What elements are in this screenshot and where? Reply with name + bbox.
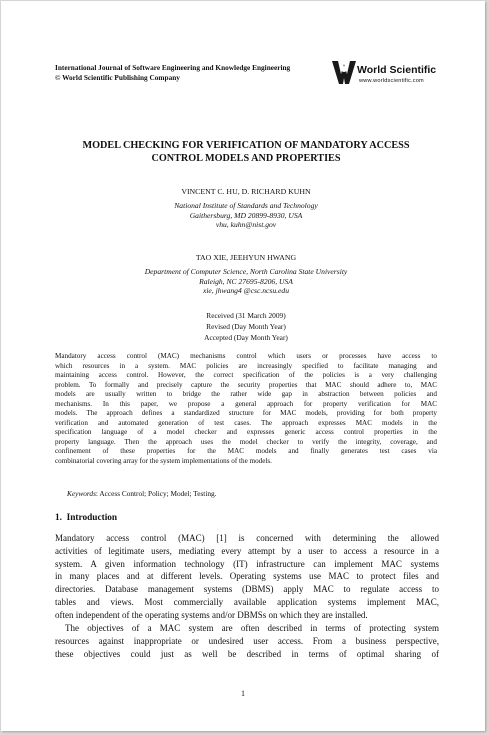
logo-name: World Scientific: [357, 64, 437, 76]
abstract-line: property language. Then the approach uses the model checker to verify the integrity, coverage, and: [55, 437, 437, 446]
abstract-line: problem. To formally and precisely capture the security properties that MAC should adhere to, MAC: [55, 380, 437, 389]
body-line: The objectives of a MAC system are often described in terms of protecting system: [65, 623, 439, 633]
copyright-line: © World Scientific Publishing Company: [55, 72, 180, 82]
page-number: 1: [241, 689, 245, 698]
logo-url: www.worldscientific.com: [359, 78, 424, 84]
intro-paragraph-2: [55, 622, 439, 660]
abstract-line: specification language of a model checker and expresses generic access control properties in the: [55, 428, 437, 436]
paper-page: [1, 1, 485, 731]
publisher-logo: [331, 58, 441, 96]
abstract-line: combinatorial covering array for the system implementations of the models.: [55, 456, 272, 465]
abstract-line: which resources in a system. MAC policies are increasingly specified to facilitate managing and: [55, 361, 437, 370]
affiliation-1-email: vhu, kuhn@nist.gov: [215, 220, 277, 230]
abstract-line: mechanisms. In this paper, we propose a general approach for property verification for MAC: [55, 399, 437, 408]
abstract: [55, 352, 437, 466]
title-line-2: CONTROL MODELS AND PROPERTIES: [151, 153, 341, 164]
section-number: 1.: [55, 513, 62, 523]
affiliation-1-name: National Institute of Standards and Technology: [174, 201, 318, 210]
abstract-line: models. The approach defines a standardized structure for MAC models, providing for both property: [55, 409, 437, 417]
body-line: resources against inappropriate or undesired user access. From a business perspective,: [55, 635, 439, 646]
journal-name: International Journal of Software Engineering and Knowledge Engineering: [55, 63, 291, 72]
submission-dates: [61, 310, 431, 343]
body-line: activities of legitimate users, mediating every attempt by a user to access a resource in a: [55, 545, 439, 556]
section-heading: [55, 513, 117, 523]
intro-paragraph-1: [55, 532, 439, 622]
abstract-line: confinement of these properties for the MAC models and finally generates test cases via: [55, 447, 437, 455]
keywords: [67, 489, 437, 498]
received-date: Received (31 March 2009): [206, 311, 286, 320]
body-line: directories. Database management systems (DBMS) apply MAC to regulate access to: [55, 584, 439, 595]
affiliation-2: [61, 267, 431, 296]
body-line: tables and views. Most commercially available application systems implement MAC,: [55, 596, 439, 607]
body-line: in many places and at different levels. Operating systems use MAC to protect files and: [55, 571, 439, 582]
accepted-date: Accepted (Day Month Year): [204, 333, 288, 342]
title-line-1: MODEL CHECKING FOR VERIFICATION OF MANDATORY ACCESS: [82, 140, 410, 151]
abstract-line: maintaining access control. However, the correct specification of the policies is a very challenging: [55, 371, 437, 379]
abstract-line: verification and automated generation of test cases. The approach expresses MAC models in the: [55, 418, 437, 427]
affiliation-1: [61, 201, 431, 230]
body-line: system. A given information technology (IT) infrastructure can implement MAC systems: [55, 558, 439, 569]
author-names-1: VINCENT C. HU, D. RICHARD KUHN: [181, 187, 311, 196]
author-names-2: TAO XIE, JEEHYUN HWANG: [195, 253, 297, 262]
body-line: these objectives could just as well be described in terms of optimal sharing of: [55, 648, 439, 659]
abstract-line: Mandatory access control (MAC) mechanisms control which users or processes have access to: [55, 352, 437, 360]
keywords-text: : Access Control; Policy; Model; Testing.: [95, 489, 217, 498]
keywords-label: Keywords: [67, 489, 96, 498]
journal-header: [55, 63, 335, 82]
affiliation-1-address: Gaithersburg, MD 20899-8930, USA: [189, 210, 303, 220]
world-scientific-logo-icon: [331, 58, 357, 86]
section-title: Introduction: [66, 513, 118, 523]
affiliation-2-name: Department of Computer Science, North Carolina State University: [144, 267, 348, 276]
abstract-line: models are usually written to bridge the rather wide gap in abstraction between policies and: [55, 390, 437, 398]
revised-date: Revised (Day Month Year): [206, 322, 286, 331]
body-line: Mandatory access control (MAC) [1] is concerned with determining the allowed: [55, 533, 439, 543]
affiliation-2-address: Raleigh, NC 27695-8206, USA: [199, 276, 293, 286]
affiliation-2-email: xie, jhwang4 @csc.ncsu.edu: [202, 286, 290, 296]
body-line: often independent of the operating systems and/or DBMSs on which they are installed.: [55, 609, 368, 620]
paper-title: [51, 139, 441, 165]
